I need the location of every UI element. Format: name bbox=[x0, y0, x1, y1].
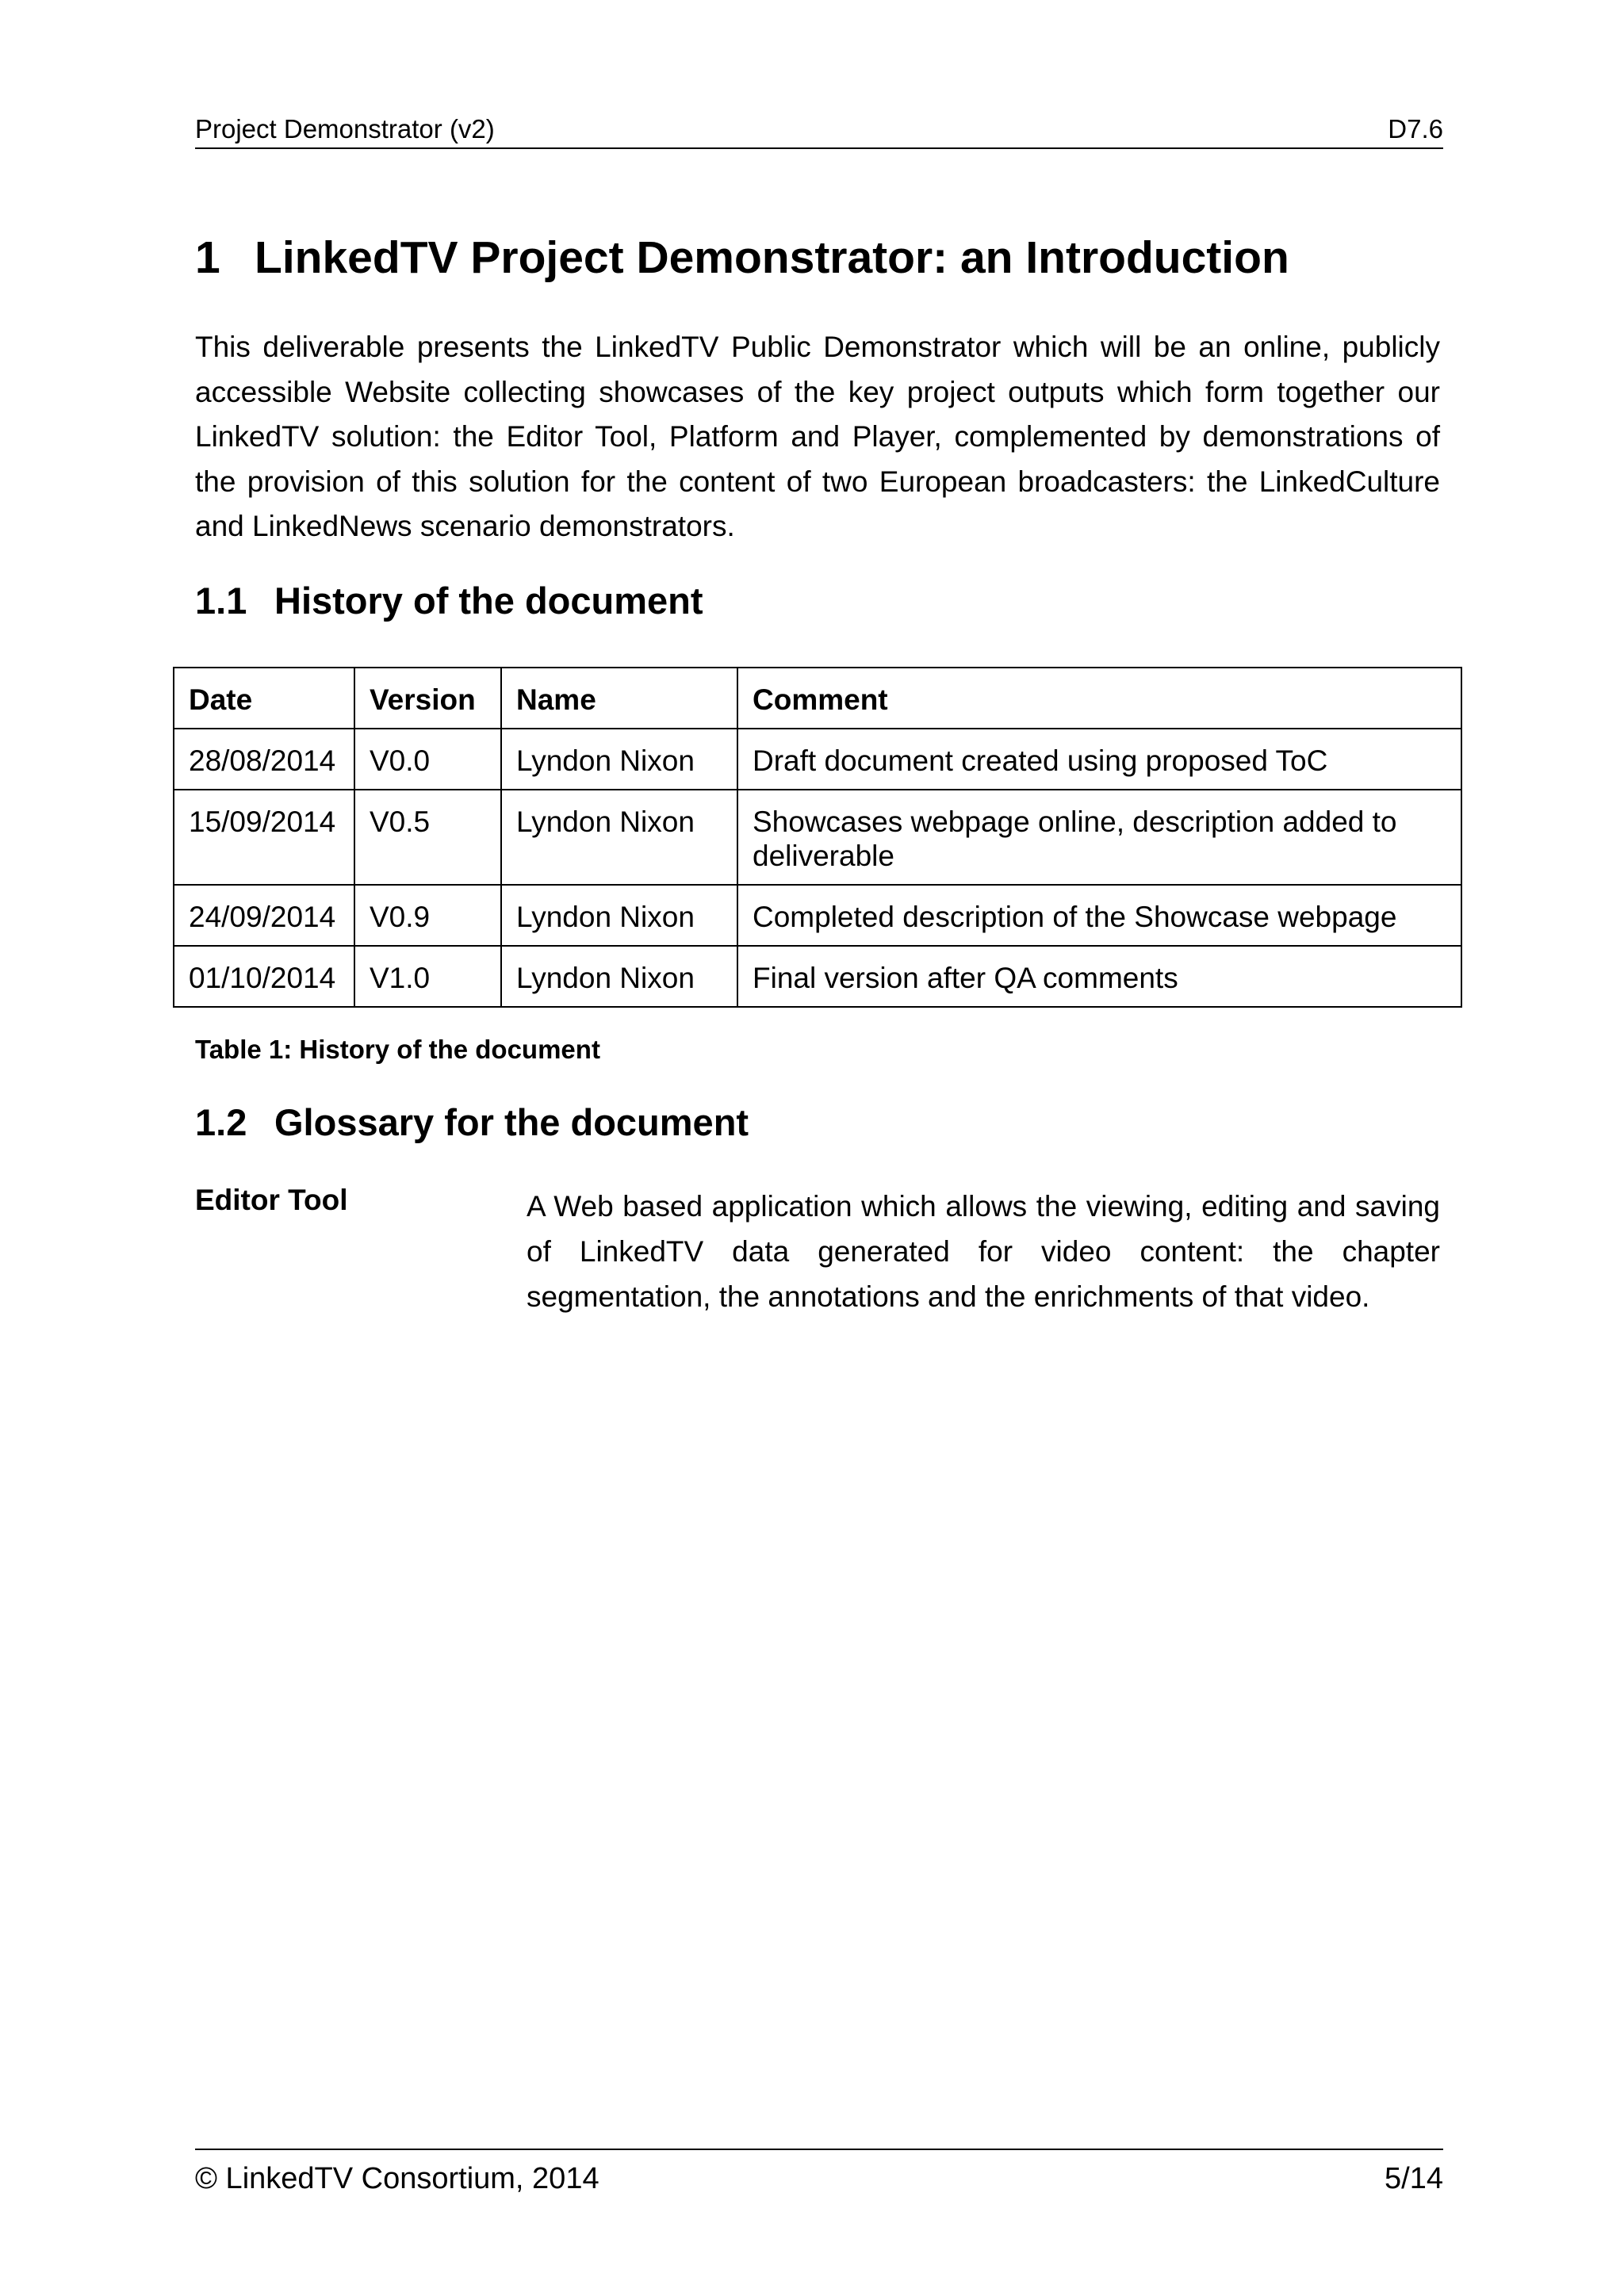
cell-date: 01/10/2014 bbox=[174, 946, 354, 1007]
section-1-1-title: History of the document bbox=[274, 580, 703, 622]
cell-version: V0.9 bbox=[354, 885, 501, 946]
footer-page-number: 5/14 bbox=[1385, 2162, 1443, 2195]
cell-name: Lyndon Nixon bbox=[501, 885, 737, 946]
section-1-2-title: Glossary for the document bbox=[274, 1101, 749, 1143]
table-row bbox=[174, 729, 1461, 790]
page-header bbox=[195, 111, 1443, 149]
cell-date: 24/09/2014 bbox=[174, 885, 354, 946]
glossary-definition: A Web based application which allows the viewing, editing and saving of LinkedTV data generated for video content: the chapter segmentation, the annotations and the enrichments of that video. bbox=[527, 1190, 1440, 1313]
cell-name: Lyndon Nixon bbox=[501, 790, 737, 885]
cell-date: 28/08/2014 bbox=[174, 729, 354, 790]
cell-date: 15/09/2014 bbox=[174, 790, 354, 885]
cell-comment: Completed description of the Showcase webpage bbox=[737, 885, 1461, 946]
cell-comment: Draft document created using proposed ToC bbox=[737, 729, 1461, 790]
column-header-version: Version bbox=[354, 668, 501, 729]
section-1-1-heading bbox=[195, 579, 703, 622]
section-1-2-number: 1.2 bbox=[195, 1101, 247, 1143]
footer-copyright: © LinkedTV Consortium, 2014 bbox=[195, 2162, 599, 2195]
cell-comment: Showcases webpage online, description added to deliverable bbox=[737, 790, 1461, 885]
table-row bbox=[174, 885, 1461, 946]
section-1-heading bbox=[195, 232, 1289, 284]
cell-name: Lyndon Nixon bbox=[501, 946, 737, 1007]
table-header-row bbox=[174, 668, 1461, 729]
glossary-term: Editor Tool bbox=[195, 1184, 348, 1216]
cell-version: V0.5 bbox=[354, 790, 501, 885]
header-doc-id: D7.6 bbox=[1388, 114, 1443, 144]
cell-version: V1.0 bbox=[354, 946, 501, 1007]
cell-version: V0.0 bbox=[354, 729, 501, 790]
section-1-number: 1 bbox=[195, 232, 220, 283]
section-1-1-number: 1.1 bbox=[195, 580, 247, 622]
column-header-comment: Comment bbox=[737, 668, 1461, 729]
header-doc-title: Project Demonstrator (v2) bbox=[195, 114, 495, 144]
column-header-date: Date bbox=[174, 668, 354, 729]
section-1-title: LinkedTV Project Demonstrator: an Introduction bbox=[255, 232, 1289, 283]
cell-name: Lyndon Nixon bbox=[501, 729, 737, 790]
intro-paragraph: This deliverable presents the LinkedTV Public Demonstrator which will be an online, publicly accessible Website collecting showcases of the key project outputs which form together our LinkedTV solution: the Editor Tool, Platform and Player, complemented by demonstrations of the provision of this solution for the content of two European broadcasters: the LinkedCulture and LinkedNews scenario demonstrators. bbox=[195, 331, 1440, 542]
cell-comment: Final version after QA comments bbox=[737, 946, 1461, 1007]
section-1-2-heading bbox=[195, 1100, 749, 1144]
table-caption: Table 1: History of the document bbox=[195, 1035, 600, 1064]
column-header-name: Name bbox=[501, 668, 737, 729]
page-footer bbox=[195, 2149, 1443, 2196]
table-row bbox=[174, 790, 1461, 885]
table-row bbox=[174, 946, 1461, 1007]
history-table bbox=[173, 667, 1462, 1008]
